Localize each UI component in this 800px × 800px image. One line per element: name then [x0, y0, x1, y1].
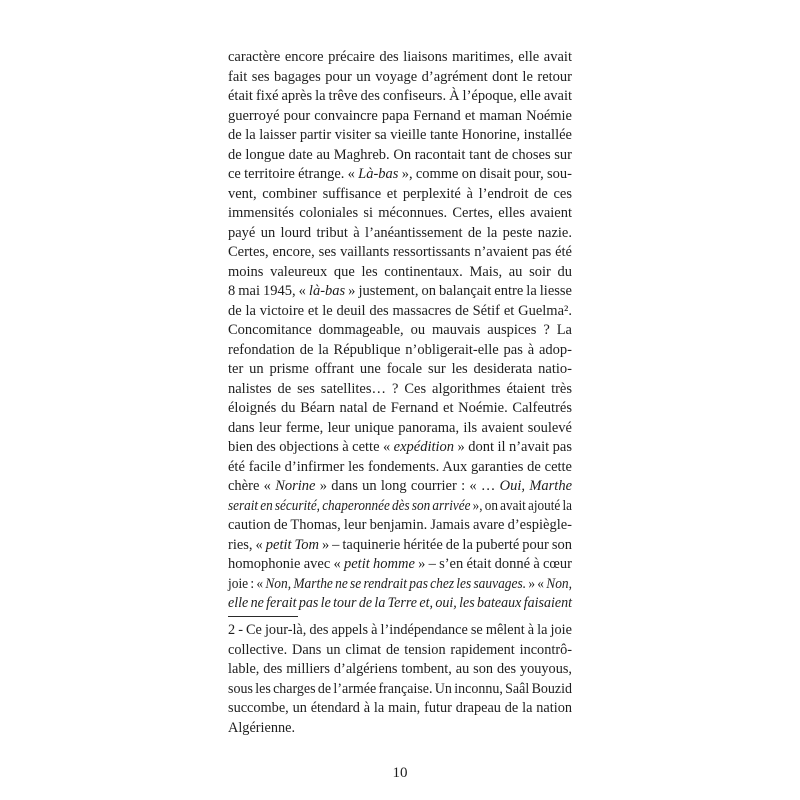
body-line: [228, 419, 572, 439]
body-line: [228, 282, 572, 302]
text-run: éloignés du Béarn natal de Fernand et Noémie. Calfeutrés: [228, 400, 572, 416]
body-line: [228, 243, 572, 263]
text-run: » «: [526, 575, 547, 592]
text-run: guerroyé pour convaincre papa Fernand et maman Noémie: [228, 107, 572, 124]
footnote-line: [228, 660, 572, 680]
body-line: [228, 380, 572, 400]
text-run: de la victoire et le deuil des massacres de Sétif et Guelma².: [228, 302, 572, 319]
italic-run: Non, Marthe ne se rendrait pas chez les sauvages.: [265, 575, 527, 592]
text-run: lable, des milliers d’algériens tombent, au son des youyous,: [228, 661, 572, 678]
footnote-line: [228, 719, 572, 739]
text-run: Certes, encore, ses vaillants ressortissants n’avaient pas été: [228, 244, 572, 260]
body-line: [228, 399, 572, 419]
body-line: [228, 146, 572, 166]
text-run: chère «: [228, 478, 276, 494]
text-run: homophonie avec «: [228, 556, 344, 572]
footnote-line: [228, 680, 572, 700]
text-run: de longue date au Maghreb. On racontait tant de choses sur: [228, 146, 572, 163]
text-run: sous les charges de l’armée française. Un inconnu, Saâl Bouzid: [228, 680, 572, 697]
main-text: [228, 48, 572, 614]
body-line: [228, 165, 572, 185]
italic-run: elle ne ferait pas le tour de la Terre et, oui, les bateaux faisaient: [228, 595, 572, 611]
body-line: [228, 126, 572, 146]
text-run: dans leur ferme, leur unique panorama, ils avaient soulevé: [228, 419, 572, 436]
footnote-rule: [228, 616, 298, 617]
italic-run: serait en sécurité, chaperonnée dès son arrivée: [228, 497, 471, 514]
text-run: ce territoire étrange. «: [228, 166, 359, 182]
body-line: [228, 360, 572, 380]
italic-run: Non,: [546, 575, 572, 592]
body-line: [228, 263, 572, 283]
text-run: succombe, un étendard à la main, futur drapeau de la nation: [228, 700, 572, 717]
body-line: [228, 341, 572, 361]
page-number: 10: [392, 765, 408, 781]
italic-run: petit homme: [344, 556, 415, 572]
italic-run: expédition: [393, 439, 455, 455]
body-line: [228, 224, 572, 244]
footnote: [228, 621, 572, 739]
footnote-line: [228, 621, 572, 641]
text-run: ter un prisme offrant une focale sur les desiderata natio-: [228, 361, 572, 377]
italic-run: petit Tom: [265, 536, 319, 553]
text-run: immensités coloniales si méconnues. Certes, elles avaient: [228, 205, 572, 221]
italic-run: Oui, Marthe: [499, 478, 573, 494]
body-line: [228, 555, 572, 575]
text-run: 2 - Ce jour-là, des appels à l’indépendance se mêlent à la joie: [228, 622, 572, 638]
body-line: [228, 321, 572, 341]
text-run: nalistes de ses satellites… ? Ces algorithmes étaient très: [228, 380, 572, 397]
footnote-line: [228, 699, 572, 719]
text-run: ries, «: [228, 536, 266, 553]
text-run: vent, combiner suffisance et perplexité à l’endroit de ces: [228, 185, 572, 202]
body-line: [228, 185, 572, 205]
body-line: [228, 458, 572, 478]
text-run: », comme on disait pour, sou-: [398, 166, 572, 182]
text-run: de la laisser partir visiter sa vieille tante Honorine, installée: [228, 127, 572, 143]
body-line: [228, 575, 572, 595]
body-line: [228, 594, 572, 614]
body-line: [228, 68, 572, 88]
text-run: caractère encore précaire des liaisons maritimes, elle avait: [228, 49, 572, 65]
body-line: [228, 497, 572, 517]
body-line: [228, 477, 572, 497]
text-run: » dont il n’avait pas: [454, 439, 572, 455]
text-run: » dans un long courrier : « …: [315, 478, 500, 494]
footnote-line: [228, 641, 572, 661]
body-line: [228, 48, 572, 68]
body-line: [228, 87, 572, 107]
italic-run: Norine: [275, 478, 316, 494]
text-run: refondation de la République n’obligerait-elle pas à adop-: [228, 341, 572, 358]
text-run: Concomitance dommageable, ou mauvais auspices ? La: [228, 322, 572, 338]
text-run: joie : «: [228, 575, 266, 592]
body-line: [228, 204, 572, 224]
text-run: été facile d’infirmer les fondements. Aux garanties de cette: [228, 458, 572, 475]
text-run: caution de Thomas, leur benjamin. Jamais avare d’espiègle-: [228, 517, 572, 533]
text-run: » – s’en était donné à cœur: [414, 556, 572, 572]
text-run: payé un lourd tribut à l’anéantissement de la peste nazie.: [228, 224, 572, 241]
text-run: fait ses bagages pour un voyage d’agrément dont le retour: [228, 68, 572, 85]
text-run: » justement, on balançait entre la liesse: [345, 283, 572, 299]
body-line: [228, 438, 572, 458]
body-line: [228, 536, 572, 556]
text-run: », on avait ajouté la: [470, 497, 572, 514]
text-run: bien des objections à cette «: [228, 439, 394, 455]
text-run: » – taquinerie héritée de la puberté pour son: [318, 536, 572, 553]
italic-run: là-bas: [308, 283, 346, 299]
text-run: moins valeureux que les continentaux. Mais, au soir du: [228, 263, 572, 280]
text-run: était fixé après la trêve des confiseurs. À l’époque, elle avait: [228, 88, 573, 104]
body-line: [228, 107, 572, 127]
body-line: [228, 302, 572, 322]
text-run: 8 mai 1945, «: [228, 283, 309, 299]
text-run: Algérienne.: [228, 719, 296, 736]
text-run: collective. Dans un climat de tension rapidement incontrô-: [228, 641, 572, 658]
italic-run: Là-bas: [358, 166, 399, 182]
body-line: [228, 516, 572, 536]
